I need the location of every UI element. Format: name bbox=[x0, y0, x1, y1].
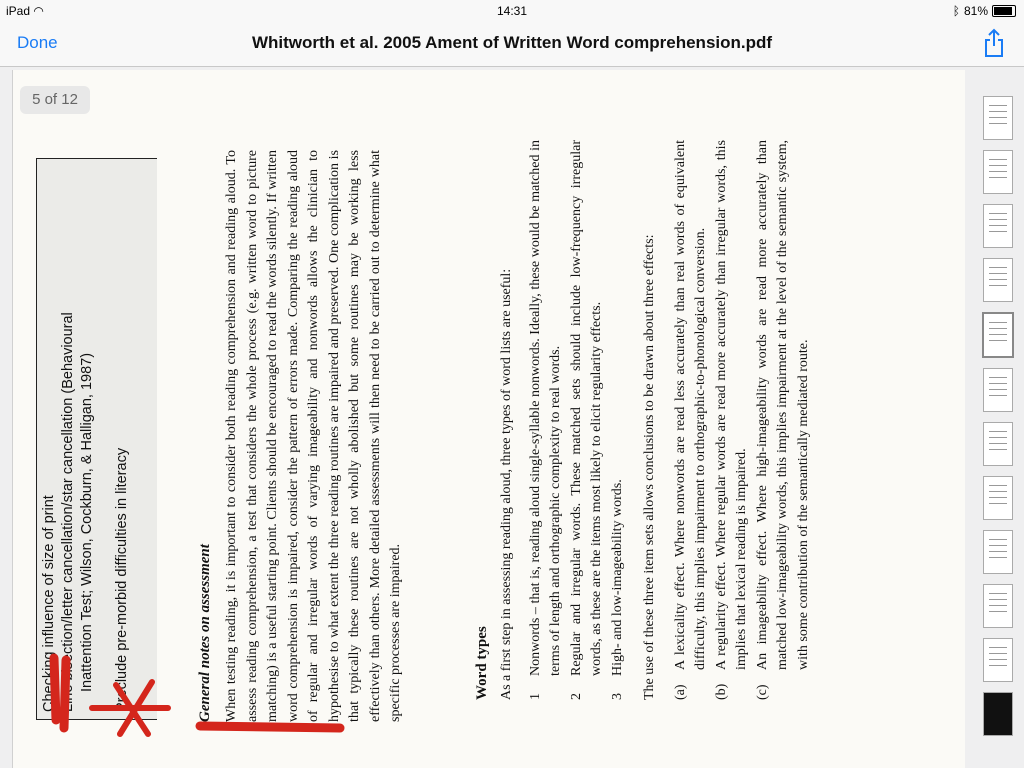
list-item: (c) An imageability effect. Where high-imageability words are read more accurately than matched low-imageability words, this implies impairment at the level of the semantic system, with some contribution of the semantically mediated route. bbox=[754, 140, 811, 700]
document-title: Whitworth et al. 2005 Ament of Written Word comprehension.pdf bbox=[251, 33, 773, 52]
conclusion-intro: The use of these three item sets allows conclusions to be drawn about three effects: bbox=[642, 234, 657, 700]
effects-list bbox=[671, 140, 815, 700]
page-thumbnail[interactable] bbox=[983, 638, 1013, 682]
table-box-text bbox=[40, 160, 155, 712]
list-item: 1 Nonwords – that is, reading aloud single-syllable nonwords. Ideally, these would be matched in terms of length and orthographic complexity to real words. bbox=[527, 140, 563, 700]
battery-icon bbox=[992, 5, 1016, 17]
wifi-icon: ◠ bbox=[33, 4, 44, 18]
general-notes-heading: General notes on assessment bbox=[197, 544, 213, 722]
page-thumbnail[interactable] bbox=[983, 150, 1013, 194]
page-thumbnail[interactable] bbox=[983, 422, 1013, 466]
share-icon[interactable] bbox=[983, 28, 1005, 58]
status-time: 14:31 bbox=[496, 4, 528, 18]
list-item: 2 Regular and irregular words. These matched sets should include low-frequency irregular words, as these are the items most likely to elicit regularity effects. bbox=[568, 140, 604, 700]
list-item: (b) A regularity effect. Where regular words are read more accurately than irregular words, this implies that lexical reading is impaired. bbox=[713, 140, 749, 700]
page-thumbnail[interactable] bbox=[983, 258, 1013, 302]
status-bar bbox=[0, 0, 1024, 22]
word-types-section bbox=[474, 140, 814, 700]
page-thumbnail[interactable] bbox=[983, 96, 1013, 140]
page-thumbnail[interactable] bbox=[983, 368, 1013, 412]
page-thumbnail[interactable] bbox=[983, 692, 1013, 736]
thumbnail-strip[interactable] bbox=[978, 96, 1018, 746]
box-item: Inattention Test; Wilson, Cockburn, & Halligan, 1987) bbox=[79, 352, 95, 692]
box-item: Line bisection/letter cancellation/star cancellation (Behavioural bbox=[60, 312, 76, 712]
page-thumbnail[interactable] bbox=[983, 204, 1013, 248]
page-thumbnail-current[interactable] bbox=[982, 312, 1014, 358]
general-notes-section bbox=[197, 150, 407, 722]
page-thumbnail[interactable] bbox=[983, 530, 1013, 574]
general-notes-paragraph: When testing reading, it is important to consider both reading comprehension and reading aloud. To assess reading comprehension, a test that considers the whole process (e.g. written word to picture matching) is a useful starting point. Clients should be encouraged to read the words silently. If written word comprehension is impaired, consider the pattern of errors made. Comparing the reading aloud of regular and irregular words of varying imageability and nonwords allows the clinician to hypothesise to what extent the three reading routines are impaired and preserved. One complication is that typically these routines are not wholly abolished but some routines may be working less effectively than others. More detailed assessments will then need to be carried out to determine what specific processes are impaired. bbox=[224, 150, 403, 722]
box-item: Preclude pre-morbid difficulties in literacy bbox=[114, 447, 130, 712]
battery-percent: 81% bbox=[963, 4, 988, 18]
word-types-heading: Word types bbox=[474, 626, 490, 700]
status-right bbox=[953, 4, 1016, 18]
word-types-intro: As a first step in assessing reading aloud, three types of word lists are useful: bbox=[499, 268, 514, 700]
list-item: (a) A lexicality effect. Where nonwords are read less accurately than real words of equivalent difficulty, this implies impairment to orthographic-to-phonological conversion. bbox=[672, 140, 708, 700]
page-thumbnail[interactable] bbox=[983, 476, 1013, 520]
nav-bar bbox=[0, 22, 1024, 67]
status-device: iPad ◠ bbox=[6, 4, 44, 18]
done-button[interactable]: Done bbox=[17, 33, 58, 52]
page-indicator: 5 of 12 bbox=[20, 86, 90, 114]
bluetooth-icon: ᛒ bbox=[952, 4, 960, 18]
word-types-list bbox=[526, 140, 629, 700]
page-thumbnail[interactable] bbox=[983, 584, 1013, 628]
box-item: Checking influence of size of print bbox=[41, 495, 57, 712]
list-item: 3 High- and low-imageability words. bbox=[609, 479, 625, 700]
